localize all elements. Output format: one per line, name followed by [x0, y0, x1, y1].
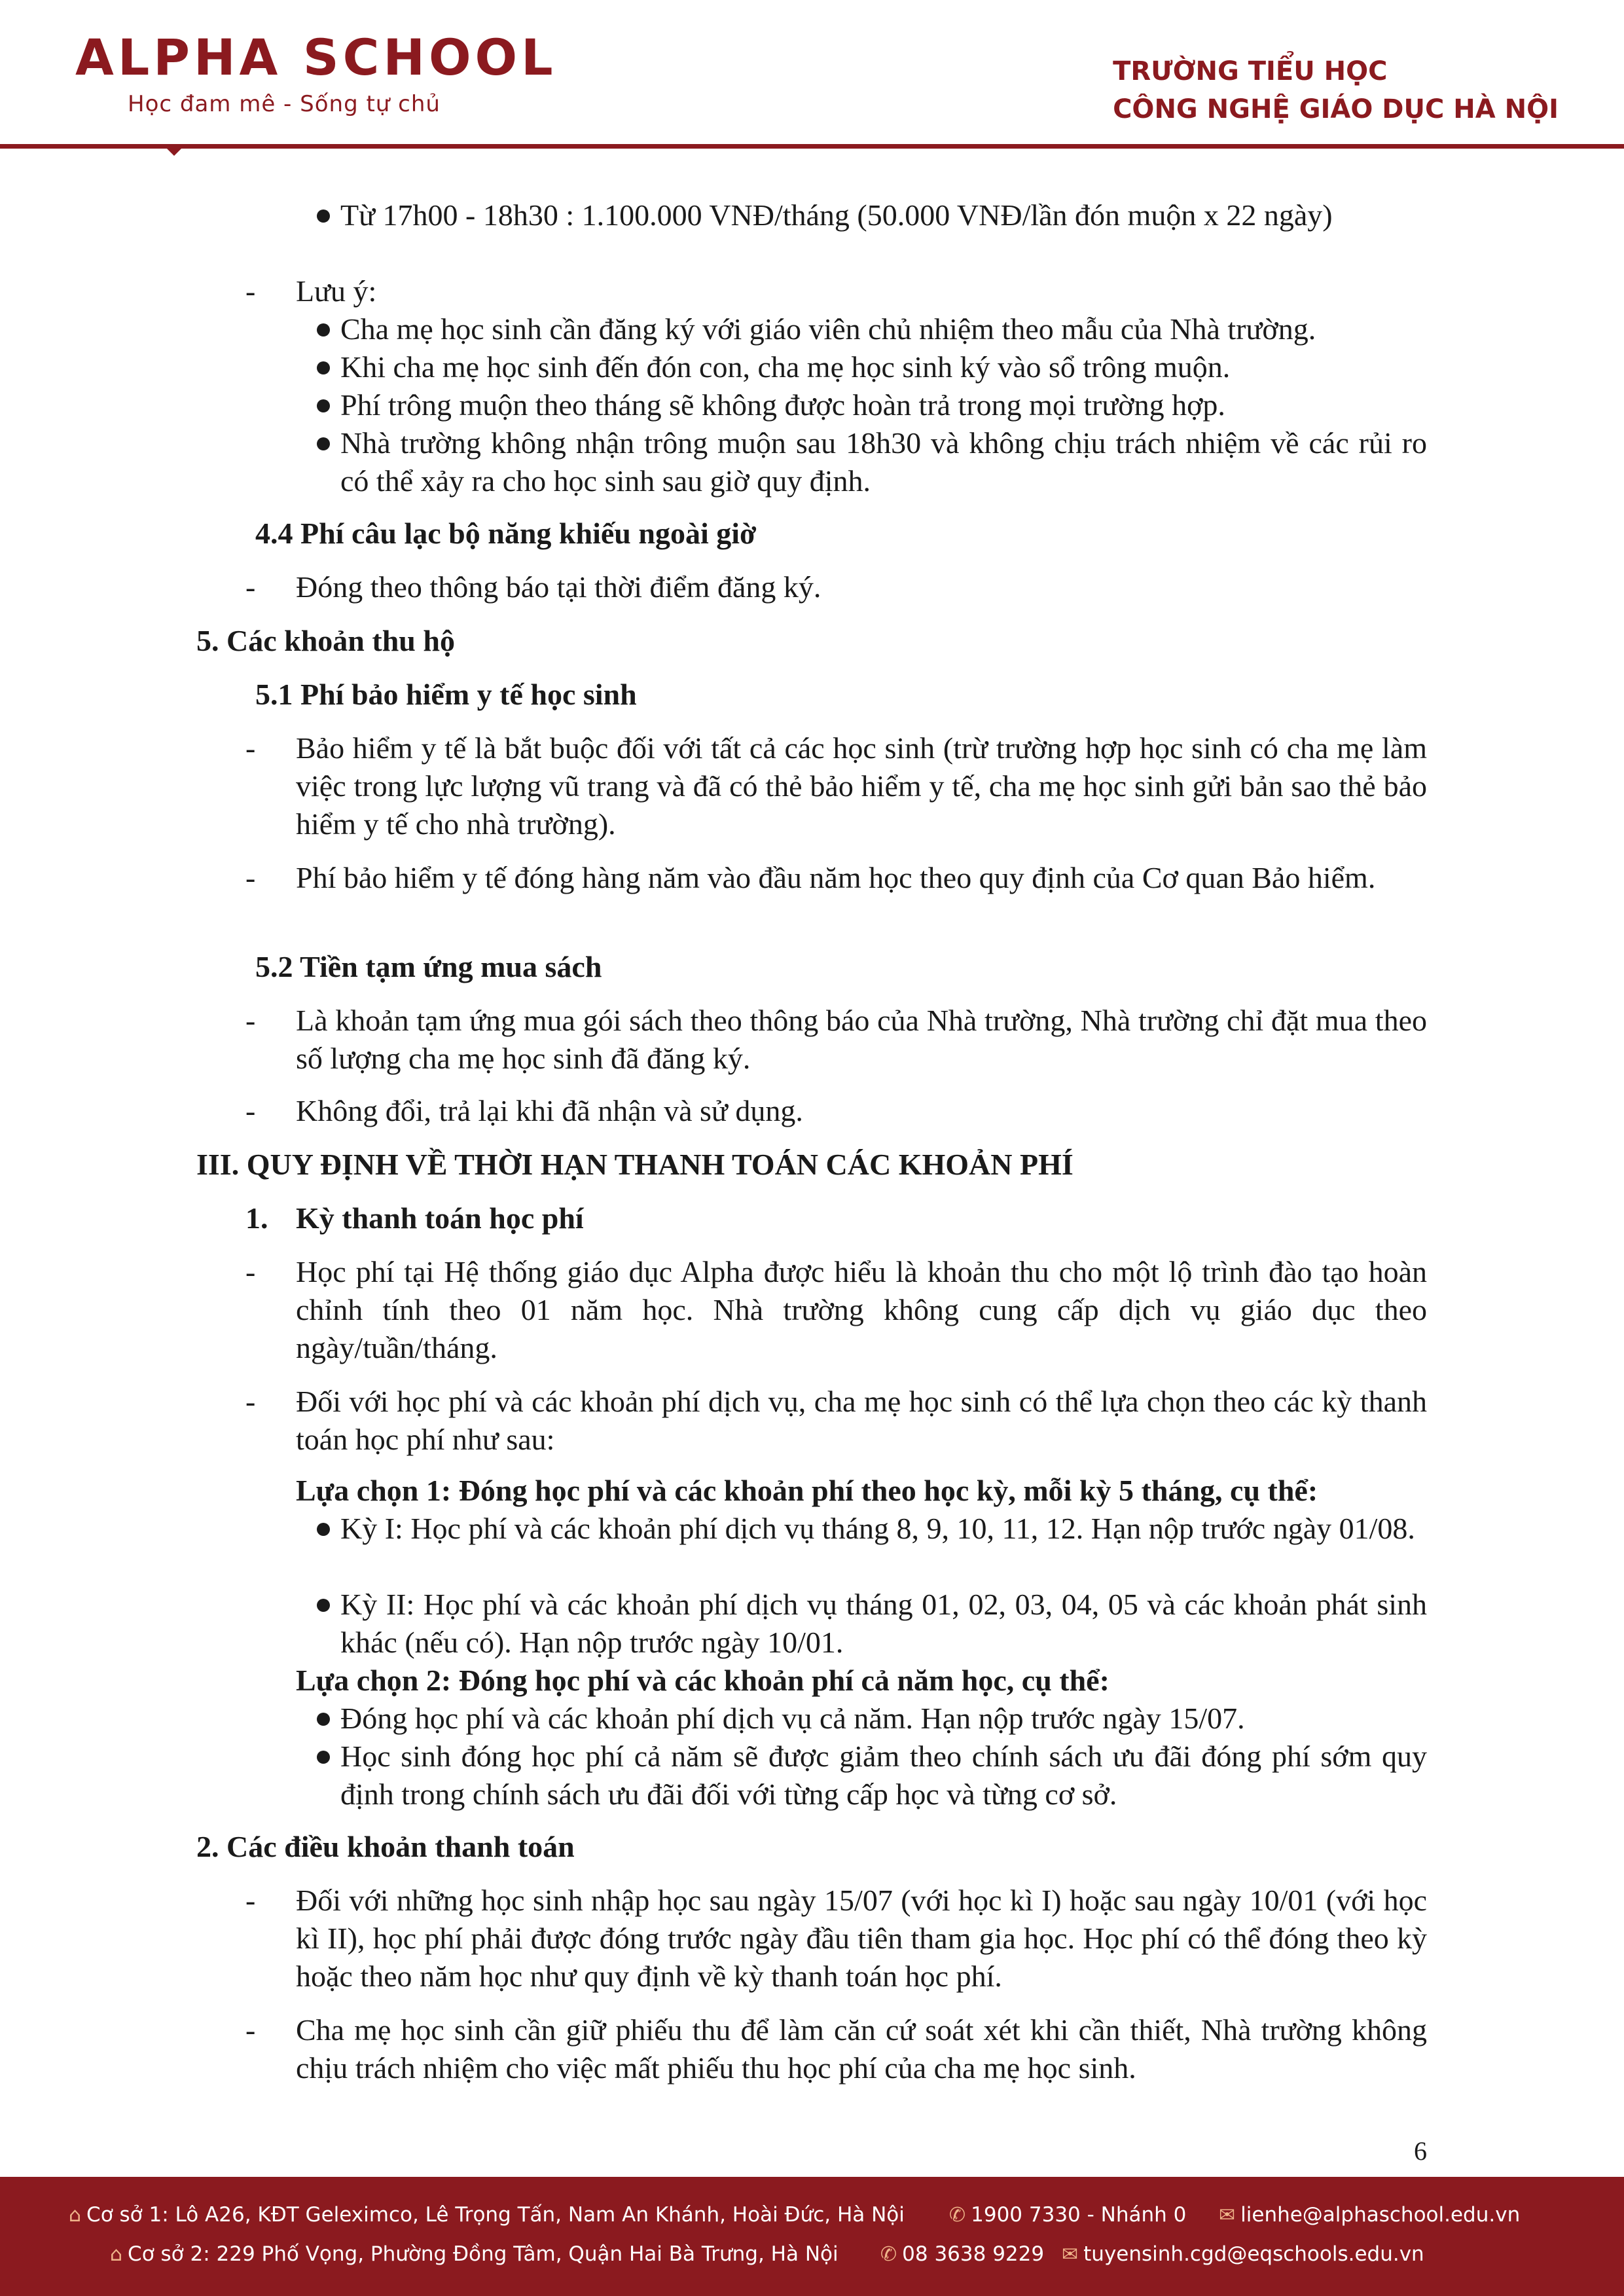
list-item: [245, 1882, 1427, 1995]
option-1-heading: Lựa chọn 1: Đóng học phí và các khoản phí theo học kỳ, mỗi kỳ 5 tháng, cụ thể:: [296, 1474, 1318, 1507]
campus-1-address: Cơ sở 1: Lô A26, KĐT Geleximco, Lê Trọng Tấn, Nam An Khánh, Hoài Đức, Hà Nội: [86, 2203, 905, 2227]
phone-icon: ✆: [880, 2243, 897, 2266]
bullet-icon: [317, 1751, 330, 1764]
paragraph: Học phí tại Hệ thống giáo dục Alpha được hiểu là khoản thu cho một lộ trình đào tạo hoàn chỉnh tính theo 01 năm học. Nhà trường không cung cấp dịch vụ giáo dục theo ngày/tuần/tháng.: [296, 1255, 1427, 1364]
list-item: [245, 1092, 1427, 1130]
footer-email-1[interactable]: [1219, 2203, 1520, 2227]
mail-icon: ✉: [1062, 2243, 1079, 2266]
bullet-icon: [317, 1523, 330, 1536]
list-item: [340, 1586, 1427, 1662]
school-name: [1113, 52, 1559, 128]
bullet-icon: [317, 210, 330, 223]
footer-campus-1: [69, 2203, 905, 2227]
bullet-icon: [317, 399, 330, 412]
footer-phone-1[interactable]: [949, 2203, 1186, 2227]
heading-5-2: 5.2 Tiền tạm ứng mua sách: [255, 950, 602, 983]
dash-marker: -: [245, 274, 256, 308]
heading-1-title: Kỳ thanh toán học phí: [296, 1201, 584, 1235]
header-divider: [0, 144, 1624, 149]
dash-marker: -: [245, 1884, 256, 1917]
footer-campus-2: [110, 2242, 839, 2266]
dash-marker: -: [245, 570, 256, 604]
heading-1: [245, 1199, 584, 1237]
list-item: [245, 859, 1427, 897]
bullet-icon: [317, 323, 330, 337]
list-item: [245, 729, 1427, 843]
paragraph: Bảo hiểm y tế là bắt buộc đối với tất cả các học sinh (trừ trường hợp học sinh có cha mẹ làm việc trong lực lượng vũ trang và đã có thẻ bảo hiểm y tế, cha mẹ học sinh gửi bản sao thẻ bảo hiểm y tế cho nhà trường).: [296, 731, 1427, 841]
email-1-address: lienhe@alphaschool.edu.vn: [1240, 2203, 1521, 2227]
list-item: [245, 2011, 1427, 2087]
list-item: [245, 1383, 1427, 1459]
note-item: Khi cha mẹ học sinh đến đón con, cha mẹ học sinh ký vào sổ trông muộn.: [340, 350, 1231, 384]
paragraph: Phí bảo hiểm y tế đóng hàng năm vào đầu năm học theo quy định của Cơ quan Bảo hiểm.: [296, 861, 1376, 894]
paragraph: Không đổi, trả lại khi đã nhận và sử dụng.: [296, 1094, 803, 1127]
list-item: [245, 568, 1427, 606]
logo-subtitle: Học đam mê - Sống tự chủ: [128, 91, 441, 117]
dash-marker: -: [245, 1094, 256, 1127]
late-fee-bullet: Từ 17h00 - 18h30 : 1.100.000 VNĐ/tháng (50.000 VNĐ/lần đón muộn x 22 ngày): [340, 198, 1333, 232]
heading-4-4: 4.4 Phí câu lạc bộ năng khiếu ngoài giờ: [255, 517, 757, 550]
option-1-item: Kỳ I: Học phí và các khoản phí dịch vụ tháng 8, 9, 10, 11, 12. Hạn nộp trước ngày 01/08.: [340, 1512, 1415, 1545]
option-2-heading: Lựa chọn 2: Đóng học phí và các khoản phí cả năm học, cụ thể:: [296, 1664, 1110, 1697]
list-item: [340, 1700, 1427, 1738]
dash-marker: -: [245, 1255, 256, 1288]
heading-iii: III. QUY ĐỊNH VỀ THỜI HẠN THANH TOÁN CÁC KHOẢN PHÍ: [196, 1148, 1074, 1181]
school-name-line2: CÔNG NGHỆ GIÁO DỤC HÀ NỘI: [1113, 94, 1559, 124]
dash-marker: -: [245, 1004, 256, 1037]
heading-5: 5. Các khoản thu hộ: [196, 624, 455, 657]
dash-marker: -: [245, 1385, 256, 1418]
heading-1-number: 1.: [245, 1201, 268, 1235]
phone-1-number: 1900 7330 - Nhánh 0: [971, 2203, 1187, 2227]
page-footer: [0, 2177, 1624, 2296]
note-label: Lưu ý:: [296, 274, 377, 308]
list-item: [340, 310, 1427, 348]
campus-2-address: Cơ sở 2: 229 Phố Vọng, Phường Đồng Tâm, Quận Hai Bà Trưng, Hà Nội: [128, 2242, 839, 2266]
phone-2-number: 08 3638 9229: [902, 2242, 1045, 2266]
dash-marker: -: [245, 2013, 256, 2047]
home-icon: ⌂: [69, 2204, 82, 2227]
logo-title: ALPHA SCHOOL: [75, 28, 557, 86]
list-item: [340, 1510, 1427, 1548]
page-header: [0, 0, 1624, 157]
header-notch: [165, 147, 183, 156]
list-item: [245, 272, 1427, 310]
option-2-item: Học sinh đóng học phí cả năm sẽ được giảm theo chính sách ưu đãi đóng phí sớm quy định trong chính sách ưu đãi đối với từng cấp học và từng cơ sở.: [340, 1740, 1427, 1811]
list-item: [245, 1002, 1427, 1078]
list-item: [340, 348, 1427, 386]
school-name-line1: TRƯỜNG TIỂU HỌC: [1113, 56, 1388, 86]
phone-icon: ✆: [949, 2204, 966, 2227]
note-item: Cha mẹ học sinh cần đăng ký với giáo viên chủ nhiệm theo mẫu của Nhà trường.: [340, 312, 1316, 346]
option-1-item: Kỳ II: Học phí và các khoản phí dịch vụ tháng 01, 02, 03, 04, 05 và các khoản phát sinh khác (nếu có). Hạn nộp trước ngày 10/01.: [340, 1588, 1427, 1659]
email-2-address: tuyensinh.cgd@eqschools.edu.vn: [1083, 2242, 1424, 2266]
paragraph: Đối với những học sinh nhập học sau ngày 15/07 (với học kì I) hoặc sau ngày 10/01 (với học kì II), học phí phải được đóng trước ngày đầu tiên tham gia học. Học phí có thể đóng theo kỳ hoặc theo năm học như quy định về kỳ thanh toán học phí.: [296, 1884, 1427, 1993]
paragraph: Cha mẹ học sinh cần giữ phiếu thu để làm căn cứ soát xét khi cần thiết, Nhà trường không chịu trách nhiệm cho việc mất phiếu thu học phí của cha mẹ học sinh.: [296, 2013, 1427, 2085]
home-icon: ⌂: [110, 2243, 123, 2266]
bullet-icon: [317, 1713, 330, 1726]
note-item: Nhà trường không nhận trông muộn sau 18h30 và không chịu trách nhiệm về các rủi ro có thể xảy ra cho học sinh sau giờ quy định.: [340, 426, 1427, 498]
list-item: [340, 1738, 1427, 1813]
bullet-icon: [317, 1599, 330, 1612]
note-item: Phí trông muộn theo tháng sẽ không được hoàn trả trong mọi trường hợp.: [340, 388, 1225, 422]
heading-2: 2. Các điều khoản thanh toán: [196, 1830, 575, 1863]
page-number: 6: [1414, 2136, 1427, 2166]
heading-5-1: 5.1 Phí bảo hiểm y tế học sinh: [255, 678, 637, 711]
paragraph: Đối với học phí và các khoản phí dịch vụ, cha mẹ học sinh có thể lựa chọn theo các kỳ thanh toán học phí như sau:: [296, 1385, 1427, 1456]
bullet-icon: [317, 437, 330, 450]
footer-phone-2[interactable]: [880, 2242, 1044, 2266]
list-item: [340, 196, 1427, 234]
paragraph: Là khoản tạm ứng mua gói sách theo thông báo của Nhà trường, Nhà trường chỉ đặt mua theo số lượng cha mẹ học sinh đã đăng ký.: [296, 1004, 1427, 1075]
footer-email-2[interactable]: [1062, 2242, 1424, 2266]
paragraph: Đóng theo thông báo tại thời điểm đăng ký.: [296, 570, 821, 604]
dash-marker: -: [245, 731, 256, 765]
dash-marker: -: [245, 861, 256, 894]
list-item: [340, 424, 1427, 500]
bullet-icon: [317, 361, 330, 374]
option-2-item: Đóng học phí và các khoản phí dịch vụ cả năm. Hạn nộp trước ngày 15/07.: [340, 1702, 1245, 1735]
list-item: [340, 386, 1427, 424]
list-item: [245, 1253, 1427, 1367]
mail-icon: ✉: [1219, 2204, 1236, 2227]
